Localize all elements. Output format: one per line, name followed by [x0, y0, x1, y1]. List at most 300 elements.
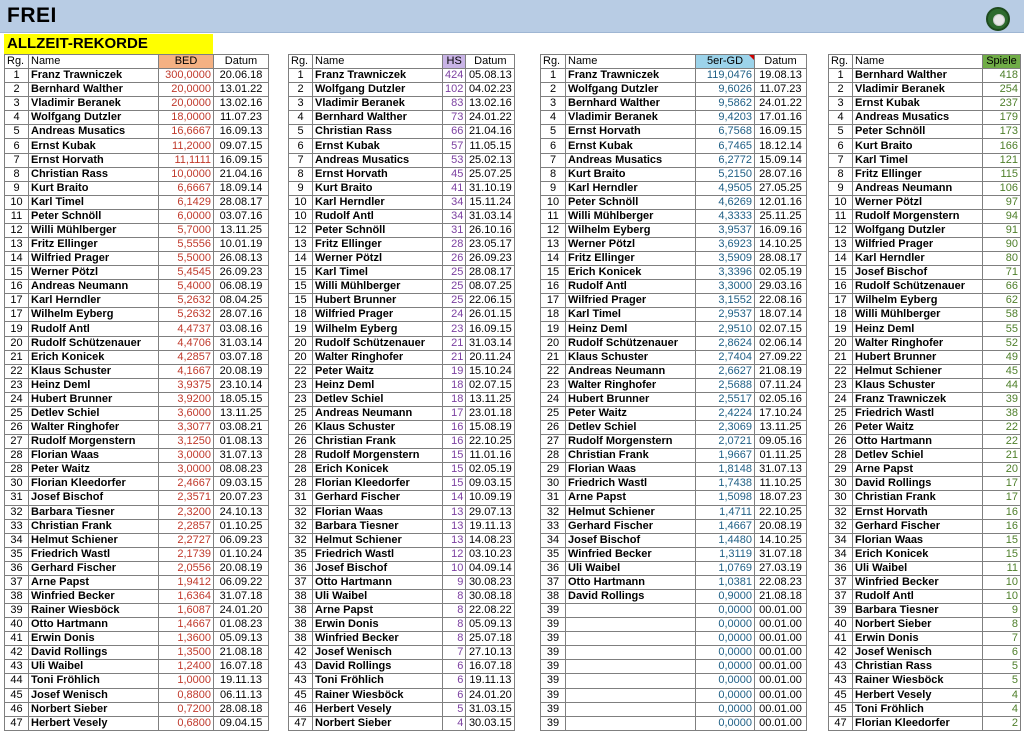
value-cell: 4,9505: [696, 181, 755, 195]
player-name-cell: Rainer Wiesböck: [29, 604, 159, 618]
player-name-cell: Rainer Wiesböck: [313, 688, 443, 702]
date-cell: 13.11.25: [755, 421, 807, 435]
table-row: [829, 322, 1021, 336]
player-name-cell: Andreas Neumann: [853, 181, 983, 195]
rank-cell: 17: [5, 294, 29, 308]
rank-cell: 32: [289, 505, 313, 519]
table-row: [5, 266, 269, 280]
table-row: [541, 350, 807, 364]
value-cell: 16: [983, 519, 1021, 533]
player-name-cell: Vladimir Beranek: [566, 111, 696, 125]
date-cell: 09.07.15: [214, 139, 269, 153]
value-cell: 41: [443, 181, 466, 195]
player-name-cell: Erich Konicek: [313, 463, 443, 477]
value-cell: 4,6269: [696, 195, 755, 209]
value-cell: 2,5688: [696, 378, 755, 392]
table-row: [541, 477, 807, 491]
rank-cell: 11: [541, 209, 566, 223]
table-row: [5, 378, 269, 392]
player-name-cell: Rudolf Antl: [853, 589, 983, 603]
table-row: [541, 266, 807, 280]
rank-cell: 4: [5, 111, 29, 125]
rank-cell: 38: [289, 618, 313, 632]
table-row: [541, 336, 807, 350]
rank-cell: 25: [289, 406, 313, 420]
value-cell: 26: [443, 252, 466, 266]
date-cell: 29.07.13: [466, 505, 515, 519]
rank-cell: 10: [829, 195, 853, 209]
value-cell: 3,3000: [696, 280, 755, 294]
table-row: [829, 97, 1021, 111]
rank-cell: 34: [829, 547, 853, 561]
table-row: [829, 125, 1021, 139]
table-row: [5, 702, 269, 716]
date-cell: 22.10.25: [466, 435, 515, 449]
table-row: [5, 421, 269, 435]
table-row: [829, 547, 1021, 561]
value-cell: 3,5909: [696, 252, 755, 266]
date-cell: 08.04.25: [214, 294, 269, 308]
table-row: [289, 378, 515, 392]
table-row: [829, 449, 1021, 463]
date-cell: 25.11.25: [755, 209, 807, 223]
date-cell: 26.08.13: [214, 252, 269, 266]
rank-cell: 7: [5, 153, 29, 167]
value-cell: 91: [983, 223, 1021, 237]
player-name-cell: Kurt Braito: [29, 181, 159, 195]
table-row: [541, 435, 807, 449]
player-name-cell: Bernhard Walther: [313, 111, 443, 125]
player-name-cell: [566, 674, 696, 688]
value-cell: 1,2400: [159, 660, 214, 674]
table-row: [289, 505, 515, 519]
value-cell: 39: [983, 392, 1021, 406]
table-row: [829, 392, 1021, 406]
player-name-cell: Bernhard Walther: [29, 83, 159, 97]
table-row: [289, 561, 515, 575]
date-cell: 31.03.14: [214, 336, 269, 350]
date-cell: 00.01.00: [755, 674, 807, 688]
player-name-cell: Klaus Schuster: [566, 350, 696, 364]
date-cell: 31.07.13: [755, 463, 807, 477]
value-cell: 16: [443, 421, 466, 435]
player-name-cell: Friedrich Wastl: [29, 547, 159, 561]
player-name-cell: Wilhelm Eyberg: [853, 294, 983, 308]
value-cell: 2,4224: [696, 406, 755, 420]
value-cell: 24: [443, 308, 466, 322]
table-row: [5, 604, 269, 618]
player-name-cell: Heinz Deml: [313, 378, 443, 392]
player-name-cell: [566, 702, 696, 716]
date-cell: 07.11.24: [755, 378, 807, 392]
rank-cell: 40: [829, 618, 853, 632]
rank-cell: 14: [541, 252, 566, 266]
rank-cell: 38: [289, 589, 313, 603]
value-cell: 5,4000: [159, 280, 214, 294]
player-name-cell: Josef Bischof: [313, 561, 443, 575]
value-cell: 4,4706: [159, 336, 214, 350]
value-cell: 2,6627: [696, 364, 755, 378]
date-cell: 02.06.14: [755, 336, 807, 350]
value-cell: 2,9510: [696, 322, 755, 336]
player-name-cell: Franz Trawniczek: [29, 69, 159, 83]
table-row: [541, 111, 807, 125]
player-name-cell: Karl Herndler: [853, 252, 983, 266]
value-cell: 2,4667: [159, 477, 214, 491]
player-name-cell: Wilfried Prager: [853, 238, 983, 252]
date-cell: 15.08.19: [466, 421, 515, 435]
table-row: [541, 632, 807, 646]
date-cell: 24.01.20: [214, 604, 269, 618]
player-name-cell: David Rollings: [29, 646, 159, 660]
table-row: [541, 421, 807, 435]
value-cell: 71: [983, 266, 1021, 280]
rank-cell: 9: [829, 181, 853, 195]
rank-cell: 16: [541, 280, 566, 294]
player-name-cell: Otto Hartmann: [853, 435, 983, 449]
player-name-cell: Herbert Vesely: [29, 716, 159, 730]
player-name-cell: Erwin Donis: [29, 632, 159, 646]
date-cell: 17.01.16: [755, 111, 807, 125]
date-cell: 31.07.18: [755, 547, 807, 561]
value-cell: 55: [983, 322, 1021, 336]
rank-cell: 23: [289, 378, 313, 392]
table-row: [289, 491, 515, 505]
rank-cell: 15: [5, 266, 29, 280]
player-name-cell: Heinz Deml: [566, 322, 696, 336]
value-cell: 2,2727: [159, 533, 214, 547]
table-row: [829, 491, 1021, 505]
date-cell: 12.01.16: [755, 195, 807, 209]
table-row: [5, 716, 269, 730]
value-cell: 3,1552: [696, 294, 755, 308]
value-cell: 1,4480: [696, 533, 755, 547]
rank-cell: 13: [5, 238, 29, 252]
rank-cell: 26: [541, 421, 566, 435]
value-cell: 7: [983, 632, 1021, 646]
table-row: [5, 449, 269, 463]
player-name-cell: Peter Schnöll: [313, 223, 443, 237]
rank-cell: 28: [5, 463, 29, 477]
player-name-cell: Andreas Musatics: [313, 153, 443, 167]
value-cell: 6: [983, 646, 1021, 660]
date-cell: 09.04.15: [214, 716, 269, 730]
rank-cell: 34: [541, 533, 566, 547]
rank-cell: 28: [829, 449, 853, 463]
date-cell: 27.05.25: [755, 181, 807, 195]
rank-cell: 45: [5, 688, 29, 702]
rank-cell: 44: [5, 674, 29, 688]
rank-cell: 2: [829, 83, 853, 97]
value-cell: 25: [443, 266, 466, 280]
table-row: [541, 83, 807, 97]
table-row: [289, 449, 515, 463]
player-name-cell: Christian Rass: [853, 660, 983, 674]
table-row: [5, 646, 269, 660]
rank-cell: 12: [829, 223, 853, 237]
value-cell: 1,4667: [159, 618, 214, 632]
value-cell: 20,0000: [159, 97, 214, 111]
player-name-cell: Fritz Ellinger: [566, 252, 696, 266]
table-row: [289, 702, 515, 716]
player-name-cell: Karl Timel: [566, 308, 696, 322]
rank-cell: 36: [5, 561, 29, 575]
player-name-cell: Andreas Neumann: [566, 364, 696, 378]
rank-cell: 15: [289, 280, 313, 294]
date-cell: 01.10.25: [214, 519, 269, 533]
player-name-cell: David Rollings: [853, 477, 983, 491]
rank-cell: 26: [829, 421, 853, 435]
rank-cell: 39: [541, 716, 566, 730]
player-name-cell: Kurt Braito: [566, 167, 696, 181]
table-row: [541, 69, 807, 83]
rank-cell: 16: [5, 280, 29, 294]
rank-cell: 12: [289, 223, 313, 237]
value-cell: 10: [983, 575, 1021, 589]
value-cell: 22: [983, 421, 1021, 435]
value-cell: 1,9412: [159, 575, 214, 589]
rank-cell: 41: [829, 632, 853, 646]
header-date: Datum: [214, 55, 269, 69]
value-cell: 94: [983, 209, 1021, 223]
player-name-cell: Arne Papst: [566, 491, 696, 505]
value-cell: 1,0000: [159, 674, 214, 688]
rank-cell: 13: [829, 238, 853, 252]
value-cell: 106: [983, 181, 1021, 195]
date-cell: 27.10.13: [466, 646, 515, 660]
player-name-cell: Wolfgang Dutzler: [566, 83, 696, 97]
rank-cell: 15: [541, 266, 566, 280]
date-cell: 25.07.25: [466, 167, 515, 181]
date-cell: 09.05.16: [755, 435, 807, 449]
rank-cell: 1: [829, 69, 853, 83]
table-row: [829, 716, 1021, 730]
value-cell: 25: [443, 294, 466, 308]
value-cell: 1,5098: [696, 491, 755, 505]
date-cell: 22.08.22: [466, 604, 515, 618]
date-cell: 03.08.16: [214, 322, 269, 336]
player-name-cell: Ernst Kubak: [566, 139, 696, 153]
value-cell: 58: [983, 308, 1021, 322]
table-row: [5, 519, 269, 533]
player-name-cell: Detlev Schiel: [566, 421, 696, 435]
title-bar: [0, 0, 1024, 33]
rank-cell: 20: [5, 336, 29, 350]
logo-ball: [993, 14, 1005, 26]
table-row: [5, 660, 269, 674]
rank-cell: 10: [289, 209, 313, 223]
player-name-cell: Christian Rass: [29, 167, 159, 181]
player-name-cell: Barbara Tiesner: [853, 604, 983, 618]
value-cell: 1,6087: [159, 604, 214, 618]
value-cell: 6,7568: [696, 125, 755, 139]
value-cell: 22: [983, 435, 1021, 449]
date-cell: 30.03.15: [466, 716, 515, 730]
table-row: [829, 280, 1021, 294]
value-cell: 16,6667: [159, 125, 214, 139]
rank-cell: 25: [829, 406, 853, 420]
rank-cell: 22: [829, 364, 853, 378]
table-row: [5, 139, 269, 153]
table-row: [541, 223, 807, 237]
value-cell: 1,6364: [159, 589, 214, 603]
value-cell: 1,3119: [696, 547, 755, 561]
table-row: [829, 238, 1021, 252]
table-row: [541, 618, 807, 632]
player-name-cell: Christian Frank: [853, 491, 983, 505]
header-name: Name: [29, 55, 159, 69]
value-cell: 16: [983, 505, 1021, 519]
player-name-cell: Ernst Kubak: [29, 139, 159, 153]
rank-cell: 36: [541, 561, 566, 575]
date-cell: 22.08.16: [755, 294, 807, 308]
value-cell: 1,4667: [696, 519, 755, 533]
value-cell: 15: [983, 533, 1021, 547]
rank-cell: 25: [5, 406, 29, 420]
value-cell: 10: [443, 561, 466, 575]
player-name-cell: Rudolf Antl: [313, 209, 443, 223]
player-name-cell: Hubert Brunner: [566, 392, 696, 406]
table-row: [289, 308, 515, 322]
table-row: [541, 167, 807, 181]
table-row: [541, 238, 807, 252]
rank-cell: 10: [5, 195, 29, 209]
rank-cell: 21: [829, 350, 853, 364]
table-row: [5, 97, 269, 111]
player-name-cell: Peter Schnöll: [29, 209, 159, 223]
player-name-cell: Florian Waas: [853, 533, 983, 547]
table-row: [829, 604, 1021, 618]
value-cell: 0,0000: [696, 604, 755, 618]
date-cell: 03.07.18: [214, 350, 269, 364]
rank-cell: 39: [541, 702, 566, 716]
value-cell: 6,1429: [159, 195, 214, 209]
player-name-cell: Helmut Schiener: [853, 364, 983, 378]
player-name-cell: Arne Papst: [313, 604, 443, 618]
table-row: [289, 111, 515, 125]
table-row: [829, 618, 1021, 632]
date-cell: 31.03.14: [466, 209, 515, 223]
table-row: [289, 364, 515, 378]
player-name-cell: Rudolf Schützenauer: [853, 280, 983, 294]
player-name-cell: Hubert Brunner: [313, 294, 443, 308]
player-name-cell: Franz Trawniczek: [313, 69, 443, 83]
rank-cell: 15: [289, 266, 313, 280]
date-cell: 00.01.00: [755, 660, 807, 674]
value-cell: 4,3333: [696, 209, 755, 223]
player-name-cell: Florian Kleedorfer: [313, 477, 443, 491]
rank-cell: 24: [5, 392, 29, 406]
date-cell: 20.08.19: [755, 519, 807, 533]
value-cell: 9,5862: [696, 97, 755, 111]
player-name-cell: Ernst Horvath: [29, 153, 159, 167]
value-cell: 8: [443, 618, 466, 632]
player-name-cell: Helmut Schiener: [29, 533, 159, 547]
rank-cell: 2: [289, 83, 313, 97]
date-cell: 05.09.13: [466, 618, 515, 632]
player-name-cell: Christian Frank: [566, 449, 696, 463]
table-row: [541, 181, 807, 195]
table-row: [829, 252, 1021, 266]
date-cell: 02.05.19: [466, 463, 515, 477]
value-cell: 2,3200: [159, 505, 214, 519]
player-name-cell: Hubert Brunner: [29, 392, 159, 406]
value-cell: 11,2000: [159, 139, 214, 153]
date-cell: 31.07.13: [214, 449, 269, 463]
rank-cell: 15: [829, 266, 853, 280]
date-cell: 01.11.25: [755, 449, 807, 463]
table-row: [5, 322, 269, 336]
player-name-cell: Ernst Horvath: [853, 505, 983, 519]
table-row: [289, 618, 515, 632]
value-cell: 5: [443, 702, 466, 716]
date-cell: 21.08.18: [755, 589, 807, 603]
value-cell: 23: [443, 322, 466, 336]
date-cell: 04.09.14: [466, 561, 515, 575]
date-cell: 22.06.15: [466, 294, 515, 308]
value-cell: 121: [983, 153, 1021, 167]
player-name-cell: Rudolf Antl: [29, 322, 159, 336]
player-name-cell: Bernhard Walther: [853, 69, 983, 83]
page-title: FREI: [7, 4, 57, 27]
player-name-cell: Werner Pötzl: [566, 238, 696, 252]
date-cell: 00.01.00: [755, 646, 807, 660]
value-cell: 6: [443, 660, 466, 674]
date-cell: 13.02.16: [466, 97, 515, 111]
table-row: [289, 336, 515, 350]
value-cell: 90: [983, 238, 1021, 252]
rank-cell: 5: [289, 125, 313, 139]
date-cell: 11.07.23: [755, 83, 807, 97]
player-name-cell: Wilhelm Eyberg: [566, 223, 696, 237]
value-cell: 0,8800: [159, 688, 214, 702]
table-row: [289, 69, 515, 83]
table-row: [5, 308, 269, 322]
table-row: [5, 195, 269, 209]
rank-cell: 1: [5, 69, 29, 83]
value-cell: 179: [983, 111, 1021, 125]
rank-cell: 33: [541, 519, 566, 533]
value-cell: 2,0721: [696, 435, 755, 449]
table-row: [5, 406, 269, 420]
value-cell: 11,1111: [159, 153, 214, 167]
value-cell: 8: [443, 604, 466, 618]
player-name-cell: Wilhelm Eyberg: [313, 322, 443, 336]
date-cell: 20.07.23: [214, 491, 269, 505]
player-name-cell: Friedrich Wastl: [853, 406, 983, 420]
table-row: [541, 674, 807, 688]
table-row: [541, 604, 807, 618]
rank-cell: 30: [829, 491, 853, 505]
table-row: [289, 181, 515, 195]
rank-cell: 3: [5, 97, 29, 111]
value-cell: 8: [443, 632, 466, 646]
date-cell: 31.10.19: [466, 181, 515, 195]
table-row: [5, 153, 269, 167]
player-name-cell: Kurt Braito: [313, 181, 443, 195]
rank-cell: 39: [541, 674, 566, 688]
header-name: Name: [313, 55, 443, 69]
value-cell: 20: [983, 463, 1021, 477]
date-cell: 28.08.17: [755, 252, 807, 266]
date-cell: 31.03.14: [466, 336, 515, 350]
value-cell: 3,9200: [159, 392, 214, 406]
value-cell: 5,2632: [159, 308, 214, 322]
value-cell: 7: [443, 646, 466, 660]
table-row: [5, 618, 269, 632]
player-name-cell: Josef Bischof: [566, 533, 696, 547]
player-name-cell: Wilhelm Eyberg: [29, 308, 159, 322]
